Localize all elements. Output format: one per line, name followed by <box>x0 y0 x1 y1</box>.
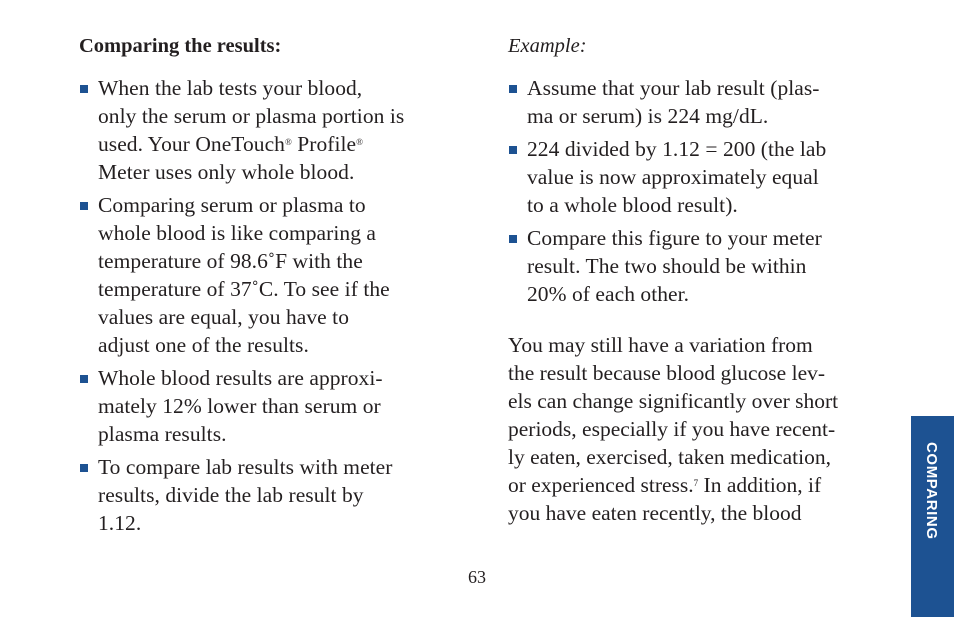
bullet-line: result. The two should be within <box>527 254 807 278</box>
bullet-item <box>508 224 908 308</box>
bullet-item <box>79 191 479 359</box>
bullet-line: results, divide the lab result by <box>98 483 364 507</box>
bullet-line-text: used. Your OneTouch <box>98 132 285 156</box>
bullet-line: Assume that your lab result (plas- <box>527 76 820 100</box>
page-number: 63 <box>468 567 486 587</box>
bullet-square-icon <box>80 375 88 383</box>
bullet-item <box>79 453 479 537</box>
example-label: Example: <box>508 35 587 57</box>
bullet-square-icon <box>80 202 88 210</box>
bullet-line: adjust one of the results. <box>98 333 309 357</box>
bullet-line: Compare this figure to your meter <box>527 226 822 250</box>
registered-mark: ® <box>356 137 364 147</box>
bullet-line: 20% of each other. <box>527 282 690 306</box>
bullet-square-icon <box>509 85 517 93</box>
right-column <box>508 32 908 527</box>
side-tab-label: COMPARING <box>923 442 940 540</box>
body-paragraph <box>508 331 908 527</box>
bullet-line: mately 12% lower than serum or <box>98 394 381 418</box>
registered-mark: ® <box>284 137 292 147</box>
bullet-line: Comparing serum or plasma to <box>98 193 366 217</box>
bullet-line: Whole blood results are approxi- <box>98 366 383 390</box>
bullet-square-icon <box>509 235 517 243</box>
bullet-line: value is now approximately equal <box>527 165 819 189</box>
bullet-line: temperature of 98.6˚F with the <box>98 249 363 273</box>
bullet-line: whole blood is like comparing a <box>98 221 377 245</box>
bullet-item <box>508 74 908 130</box>
bullet-line: Meter uses only whole blood. <box>98 160 355 184</box>
paragraph-line: You may still have a variation from <box>508 333 813 357</box>
bullet-item <box>79 364 479 448</box>
bullet-square-icon <box>80 464 88 472</box>
right-bullet-list <box>508 74 908 308</box>
bullet-line: When the lab tests your blood, <box>98 76 363 100</box>
bullet-square-icon <box>80 85 88 93</box>
bullet-item <box>508 135 908 219</box>
bullet-line <box>98 130 479 158</box>
footnote-marker: 7 <box>693 478 699 488</box>
paragraph-line-text: or experienced stress. <box>508 473 694 497</box>
bullet-line: 224 divided by 1.12 = 200 (the lab <box>527 137 827 161</box>
bullet-line: only the serum or plasma portion is <box>98 104 405 128</box>
section-heading: Comparing the results: <box>79 35 282 57</box>
bullet-line-text: Profile <box>291 132 357 156</box>
section-side-tab <box>911 416 954 617</box>
bullet-line: 1.12. <box>98 511 142 535</box>
paragraph-line: ly eaten, exercised, taken medication, <box>508 445 831 469</box>
paragraph-line: periods, especially if you have recent- <box>508 417 836 441</box>
bullet-line: ma or serum) is 224 mg/dL. <box>527 104 769 128</box>
bullet-item <box>79 74 479 186</box>
left-column <box>79 32 479 542</box>
paragraph-line-text: In addition, if <box>698 473 822 497</box>
paragraph-line: you have eaten recently, the blood <box>508 501 802 525</box>
bullet-square-icon <box>509 146 517 154</box>
paragraph-line: the result because blood glucose lev- <box>508 361 826 385</box>
bullet-line: values are equal, you have to <box>98 305 349 329</box>
bullet-line: temperature of 37˚C. To see if the <box>98 277 390 301</box>
paragraph-line: els can change significantly over short <box>508 389 839 413</box>
paragraph-line <box>508 471 908 499</box>
left-bullet-list <box>79 74 479 537</box>
bullet-line: plasma results. <box>98 422 227 446</box>
bullet-line: To compare lab results with meter <box>98 455 393 479</box>
bullet-line: to a whole blood result). <box>527 193 738 217</box>
